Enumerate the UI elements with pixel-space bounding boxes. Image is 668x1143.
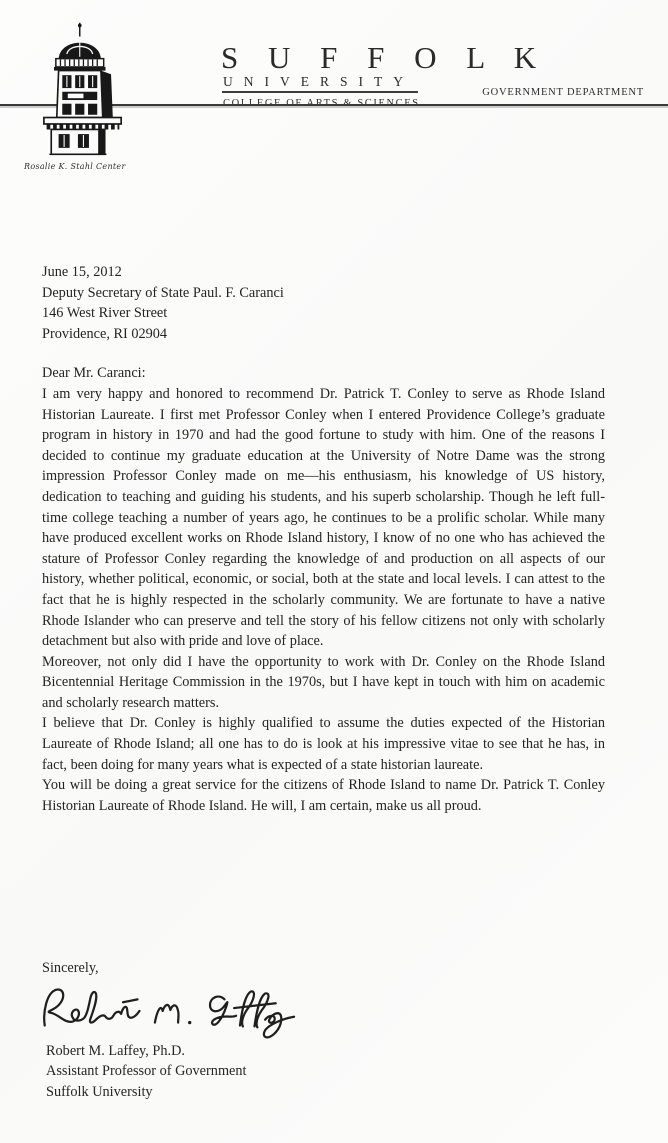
- sender-name: Robert M. Laffey, Ph.D.: [46, 1042, 185, 1059]
- department-name: GOVERNMENT DEPARTMENT: [482, 87, 644, 98]
- signature-block: [42, 958, 522, 1102]
- university-wordmark: S U F F O L K: [221, 40, 548, 75]
- recipient-line: 146 West River Street: [42, 305, 168, 322]
- tower-building-icon: [16, 20, 138, 158]
- sender-title: Assistant Professor of Government: [46, 1063, 247, 1080]
- wordmark-underline: [222, 91, 418, 93]
- sender-institution: Suffolk University: [46, 1083, 153, 1100]
- salutation: Dear Mr. Caranci:: [42, 365, 146, 382]
- recipient-line: Providence, RI 02904: [42, 325, 168, 342]
- paragraph-1: I am very happy and honored to recommend Dr. Patrick T. Conley to serve as Rhode Island Historian Laureate. I first met Professor Conley when I entered Providence College’s graduate program in history in 1970 and had the good fortune to study with him. One of the reasons I decided to continue my graduate education at the University of Notre Dame was the strong impression Professor Conley made on me—his enthusiasm, his knowledge of US history, dedication to teaching and guiding his students, and his superb scholarship. Though he left full-time college teaching a number of years ago, he continues to be a prolific scholar. While many have produced excellent works on Rhode Island history, I know of no one who has achieved the stature of Professor Conley regarding the knowledge of and production on all aspects of our history, whether political, economic, or social, both at the state and local levels. I can attest to the fact that he is highly respected in the scholarly community. We are fortunate to have a native Rhode Islander who can preserve and tell the story of his fellow citizens not only with scholarly detachment but also with pride and love of place.: [42, 385, 605, 650]
- university-wordmark-line2: UNIVERSITY: [223, 74, 414, 89]
- signature-handwriting-icon: [36, 981, 326, 1039]
- recipient-address: [42, 283, 605, 345]
- date-line: June 15, 2012: [42, 264, 122, 280]
- closing: Sincerely,: [42, 960, 99, 976]
- paragraph-4: You will be doing a great service for the citizens of Rhode Island to name Dr. Patrick T. Conley Historian Laureate of Rhode Island. He will, I am certain, make us all proud.: [42, 777, 605, 814]
- paragraph-2: Moreover, not only did I have the opportunity to work with Dr. Conley on the Rhode Island Bicentennial Heritage Commission in the 1970s, but I have kept in touch with him on academic and scholarly research matters.: [42, 653, 605, 711]
- logo-caption: Rosalie K. Stahl Center: [24, 162, 126, 171]
- letter-body: [42, 262, 605, 960]
- paragraph-3: I believe that Dr. Conley is highly qualified to assume the duties expected of the Historian Laureate of Rhode Island; all one has to do is look at his impressive vitae to see that he has, in fact, been doing for many years what is expected of a state historian laureate.: [42, 715, 605, 773]
- recipient-line: Deputy Secretary of State Paul. F. Caranci: [42, 284, 284, 301]
